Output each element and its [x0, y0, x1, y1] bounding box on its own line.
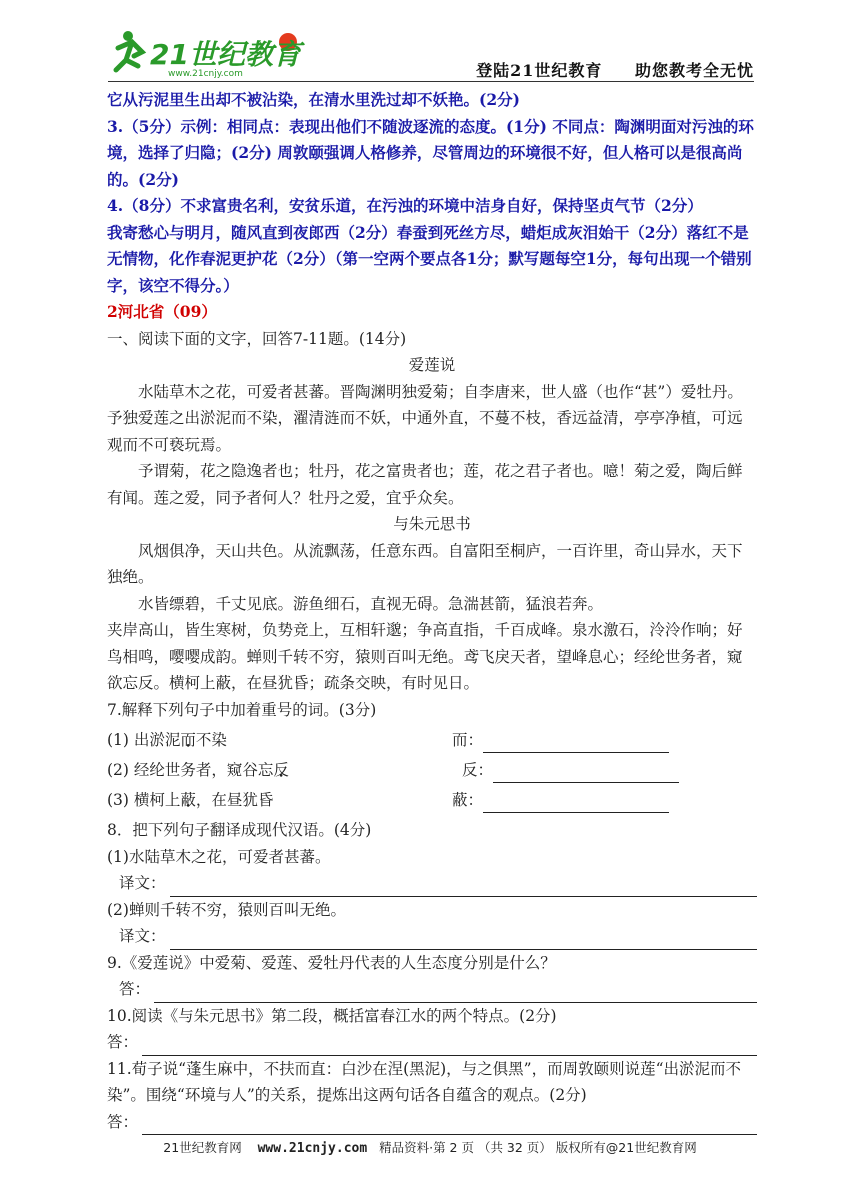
q8-answer-2: 译文：	[107, 923, 757, 950]
answer-line-1: 它从污泥里生出却不被沾染，在清水里洗过却不妖艳。(2分)	[107, 90, 520, 109]
q8-stem: 8．把下列句子翻译成现代汉语。(4分)	[107, 821, 372, 839]
answer-4: 4.（8分）不求富贵名利，安贫乐道，在污浊的环境中洁身自好，保持坚贞气节（2分）	[107, 196, 703, 215]
q10-answer: 答：	[107, 1029, 757, 1056]
slogan-right: 助您教考全无忧	[634, 61, 754, 80]
header-slogan	[450, 58, 754, 81]
q8-sentence-2: (2)蝉则千转不穷，猿则百叫无绝。	[107, 900, 346, 919]
footer-site: 21世纪教育网	[163, 1140, 242, 1155]
q7-item-1: (1) 出淤泥而不染 而：	[107, 723, 757, 753]
q8-sentence-1: (1)水陆草木之花，可爱者甚蕃。	[107, 847, 331, 866]
q8-answer-1: 译文：	[107, 870, 757, 897]
q11-answer: 答：	[107, 1109, 757, 1136]
text2-paragraph-3: 夹岸高山，皆生寒树，负势竞上，互相轩邈；争高直指，千百成峰。泉水激石，泠泠作响；好鸟相鸣，嘤嘤成韵。蝉则千转不穷，猿则百叫无绝。鸢飞戾天者，望峰息心；经纶世务者，窥欲忘反。横柯上蔽，在昼犹昏；疏条交映，有时见日。	[107, 621, 743, 692]
text1-title: 爱莲说	[408, 356, 456, 374]
emphasis-word: 反	[273, 760, 289, 779]
text2-paragraph-2: 水皆缥碧，千丈见底。游鱼细石，直视无碍。急湍甚箭，猛浪若奔。	[138, 594, 604, 613]
logo-url: www.21cnjy.com	[168, 69, 243, 79]
emphasis-word: 蔽	[180, 790, 196, 809]
answer-line[interactable]	[170, 931, 757, 950]
text1-paragraph-2: 予谓菊，花之隐逸者也；牡丹，花之富贵者也；莲，花之君子者也。噫！菊之爱，陶后鲜有闻。莲之爱，同予者何人？牡丹之爱，宜乎众矣。	[107, 462, 743, 507]
q11-stem: 11.荀子说“蓬生麻中，不扶而直：白沙在涅(黑泥)，与之俱黑”，而周敦颐则说莲“出淤泥而不染”。围绕“环境与人”的关系，提炼出这两句话各自蕴含的观点。(2分)	[107, 1059, 742, 1104]
answer-line[interactable]	[142, 1037, 757, 1056]
answer-line[interactable]	[170, 878, 757, 897]
section-title: 2河北省（09）	[107, 302, 217, 321]
page-content	[107, 87, 757, 1135]
answer-blank[interactable]	[483, 734, 669, 753]
page-header	[108, 26, 754, 82]
site-logo[interactable]	[108, 26, 308, 80]
answer-blank[interactable]	[483, 794, 669, 813]
text1-paragraph-1: 水陆草木之花，可爱者甚蕃。晋陶渊明独爱菊；自李唐来，世人盛（也作“甚”）爱牡丹。予独爱莲之出淤泥而不染，濯清涟而不妖，中通外直，不蔓不枝，香远益清，亭亭净植，可远观而不可亵玩焉。	[107, 382, 743, 454]
text2-paragraph-1: 风烟俱净，天山共色。从流飘荡，任意东西。自富阳至桐庐，一百许里，奇山异水，天下独绝。	[107, 541, 743, 586]
reading-intro: 一、阅读下面的文字，回答7-11题。(14分)	[107, 329, 407, 348]
q10-stem: 10.阅读《与朱元思书》第二段，概括富春江水的两个特点。(2分)	[107, 1006, 557, 1025]
q9-answer: 答：	[107, 976, 757, 1003]
runner-icon	[116, 31, 142, 70]
answer-line[interactable]	[154, 984, 757, 1003]
q7-item-3: (3) 横柯上蔽，在昼犹昏 蔽：	[107, 783, 757, 813]
q7-stem: 7.解释下列句子中加着重号的词。(3分)	[107, 700, 377, 719]
q9-stem: 9.《爱莲说》中爱菊、爱莲、爱牡丹代表的人生态度分别是什么？	[107, 953, 556, 972]
footer-url[interactable]: www.21cnjy.com	[257, 1141, 368, 1156]
q7-item-2: (2) 经纶世务者，窥谷忘反 反：	[107, 753, 757, 783]
answer-4-recitation: 我寄愁心与明月，随风直到夜郎西（2分）春蚕到死丝方尽，蜡炬成灰泪始干（2分）落红不是无情物，化作春泥更护花（2分）（第一空两个要点各1分；默写题每空1分，每句出现一个错别字，该空不得分。）	[107, 222, 752, 295]
answer-blank[interactable]	[493, 764, 679, 783]
header-divider	[108, 81, 754, 82]
text2-title: 与朱元思书	[393, 515, 471, 533]
answer-line[interactable]	[142, 1116, 757, 1135]
logo-text: 21世纪教育	[150, 38, 301, 71]
page-footer	[0, 1138, 860, 1156]
footer-info: 精品资料·第 2 页 （共 32 页） 版权所有@21世纪教育网	[379, 1140, 697, 1155]
emphasis-word: 而	[180, 730, 196, 749]
slogan-left: 登陆21世纪教育	[476, 61, 603, 80]
answer-3: 3.（5分）示例：相同点：表现出他们不随波逐流的态度。(1分) 不同点：陶渊明面对污浊的环境，选择了归隐；(2分) 周敦颐强调人格修养，尽管周边的环境很不好，但人格可以是很高尚的。(2分)	[107, 116, 754, 189]
